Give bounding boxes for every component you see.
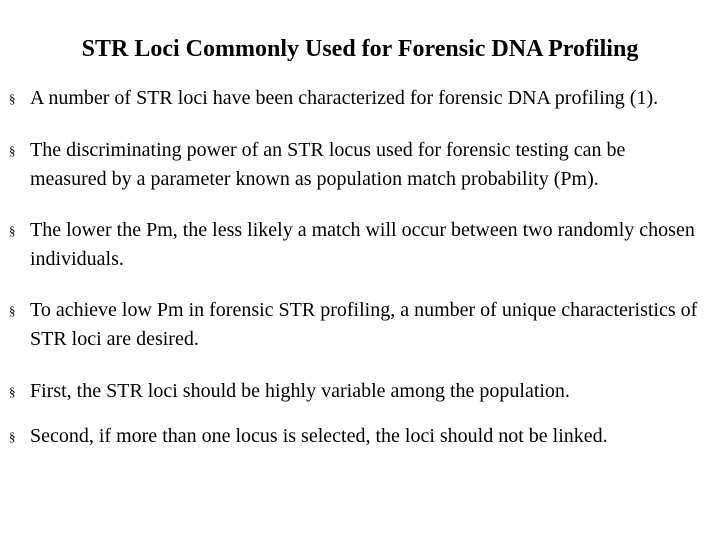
bullet-text: A number of STR loci have been characterized for forensic DNA profiling (1). — [30, 87, 659, 109]
bullet-text: The lower the Pm, the less likely a match will occur between two randomly chosen individuals. — [30, 219, 695, 270]
square-bullet-icon: § — [9, 303, 16, 318]
bullet-text: Second, if more than one locus is selected, the loci should not be linked. — [30, 425, 608, 447]
bullet-item — [9, 377, 699, 406]
slide-title: STR Loci Commonly Used for Forensic DNA Profiling — [81, 36, 639, 62]
bullet-text: The discriminating power of an STR locus used for forensic testing can be measured by a parameter known as population match probability (Pm). — [30, 139, 626, 190]
bullet-item — [9, 216, 699, 274]
square-bullet-icon: § — [9, 384, 16, 399]
square-bullet-icon: § — [9, 143, 16, 158]
square-bullet-icon: § — [9, 91, 16, 106]
square-bullet-icon: § — [9, 223, 16, 238]
bullet-text: First, the STR loci should be highly variable among the population. — [30, 380, 570, 402]
bullet-item — [9, 422, 699, 451]
bullet-item — [9, 296, 699, 354]
bullet-list — [9, 84, 699, 451]
bullet-item — [9, 84, 699, 113]
bullet-text: To achieve low Pm in forensic STR profiling, a number of unique characteristics of STR loci are desired. — [30, 299, 698, 350]
square-bullet-icon: § — [9, 429, 16, 444]
bullet-item — [9, 136, 699, 194]
